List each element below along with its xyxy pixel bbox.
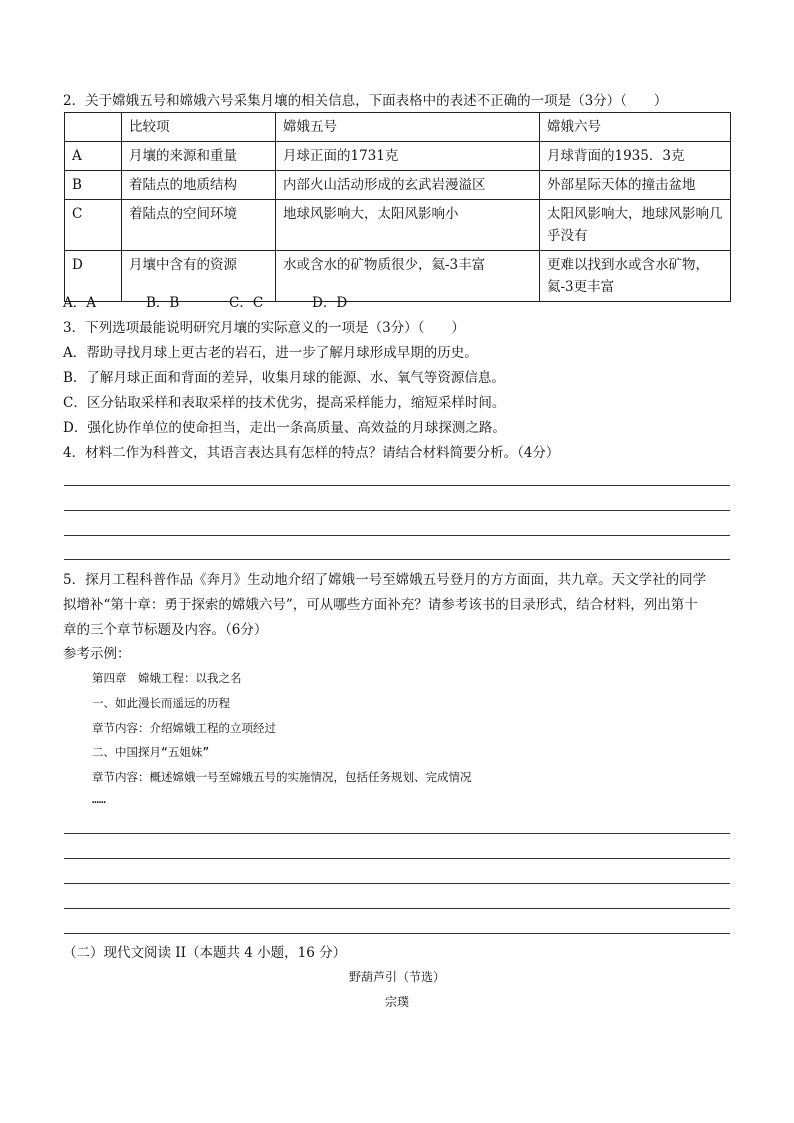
q2-option-d[interactable]: D．D: [312, 295, 348, 311]
table-cell: B: [65, 171, 122, 200]
q2-option-a[interactable]: A．A: [63, 295, 96, 311]
table-cell: 水或含水的矿物质很少，氦-3丰富: [276, 251, 540, 302]
q5-stem-line: 拟增补“第十章：勇于探索的嫦娥六号”，可从哪些方面补充？请参考该书的目录形式，结合材料，列出第十: [63, 597, 698, 613]
table-cell: 着陆点的地质结构: [122, 171, 276, 200]
table-cell: D: [65, 251, 122, 302]
example-label: 参考示例：: [63, 646, 131, 662]
table-cell: 月球正面的1731克: [276, 142, 540, 171]
q2-options: [63, 294, 395, 312]
table-cell: 外部星际天体的撞击盆地: [540, 171, 731, 200]
table-cell: 内部火山活动形成的玄武岩漫溢区: [276, 171, 540, 200]
q5-stem-line: 5．探月工程科普作品《奔月》生动地介绍了嫦娥一号至嫦娥五号登月的方方面面，共九章。天文学社的同学: [63, 572, 707, 588]
table-header-cell: [65, 113, 122, 142]
table-header-row: [65, 113, 731, 142]
table-cell: 月球背面的1935．3克: [540, 142, 731, 171]
table-row: [65, 171, 731, 200]
passage-author: 宗璞: [384, 995, 409, 1009]
q3-stem: 3．下列选项最能说明研究月壤的实际意义的一项是（3分）（ ）: [63, 320, 465, 336]
example-ellipsis: ……: [92, 792, 106, 806]
q2-option-c[interactable]: C．C: [229, 295, 264, 311]
table-row: [65, 200, 731, 251]
example-line: 章节内容：概述嫦娥一号至嫦娥五号的实施情况，包括任务规划、完成情况: [92, 770, 472, 784]
table-header-cell: 比较项: [122, 113, 276, 142]
example-line: 第四章 嫦娥工程：以我之名: [92, 671, 242, 685]
table-cell: 月壤的来源和重量: [122, 142, 276, 171]
q4-stem: 4．材料二作为科普文，其语言表达具有怎样的特点？请结合材料简要分析。（4分）: [63, 445, 560, 461]
answer-line[interactable]: [64, 485, 730, 486]
table-cell: 地球风影响大，太阳风影响小: [276, 200, 540, 251]
q3-option-b[interactable]: B．了解月球正面和背面的差异，收集月球的能源、水、氧气等资源信息。: [63, 370, 505, 386]
table-row: [65, 142, 731, 171]
answer-line[interactable]: [64, 883, 730, 884]
table-cell: 太阳风影响大，地球风影响几乎没有: [540, 200, 731, 251]
answer-line[interactable]: [64, 559, 730, 560]
table-cell: C: [65, 200, 122, 251]
q3-option-c[interactable]: C．区分钻取采样和表取采样的技术优劣，提高采样能力，缩短采样时间。: [63, 395, 506, 411]
q2-stem: 2．关于嫦娥五号和嫦娥六号采集月壤的相关信息，下面表格中的表述不正确的一项是（3分）（ ）: [63, 93, 668, 109]
q2-option-b[interactable]: B．B: [146, 295, 180, 311]
answer-line[interactable]: [64, 535, 730, 536]
answer-line[interactable]: [64, 833, 730, 834]
answer-line[interactable]: [64, 858, 730, 859]
example-line: 二、中国探月“五姐妹”: [92, 745, 210, 759]
example-line: 一、如此漫长而遥远的历程: [92, 696, 230, 710]
table-cell: 着陆点的空间环境: [122, 200, 276, 251]
answer-line[interactable]: [64, 908, 730, 909]
q3-option-a[interactable]: A．帮助寻找月球上更古老的岩石，进一步了解月球形成早期的历史。: [63, 345, 478, 361]
passage-title: 野葫芦引（节选）: [348, 970, 445, 984]
table-header-cell: 嫦娥六号: [540, 113, 731, 142]
table-cell: A: [65, 142, 122, 171]
q5-stem-line: 章的三个章节标题及内容。（6分）: [63, 622, 268, 638]
answer-line[interactable]: [64, 933, 730, 934]
table-cell: 月壤中含有的资源: [122, 251, 276, 302]
table-header-cell: 嫦娥五号: [276, 113, 540, 142]
q3-option-d[interactable]: D．强化协作单位的使命担当，走出一条高质量、高效益的月球探测之路。: [63, 420, 506, 436]
example-line: 章节内容：介绍嫦娥工程的立项经过: [92, 721, 276, 735]
section-heading: （二）现代文阅读 II（本题共 4 小题，16 分）: [63, 945, 347, 961]
table-cell: 更难以找到水或含水矿物，氦-3更丰富: [540, 251, 731, 302]
answer-line[interactable]: [64, 510, 730, 511]
comparison-table: [64, 112, 731, 302]
